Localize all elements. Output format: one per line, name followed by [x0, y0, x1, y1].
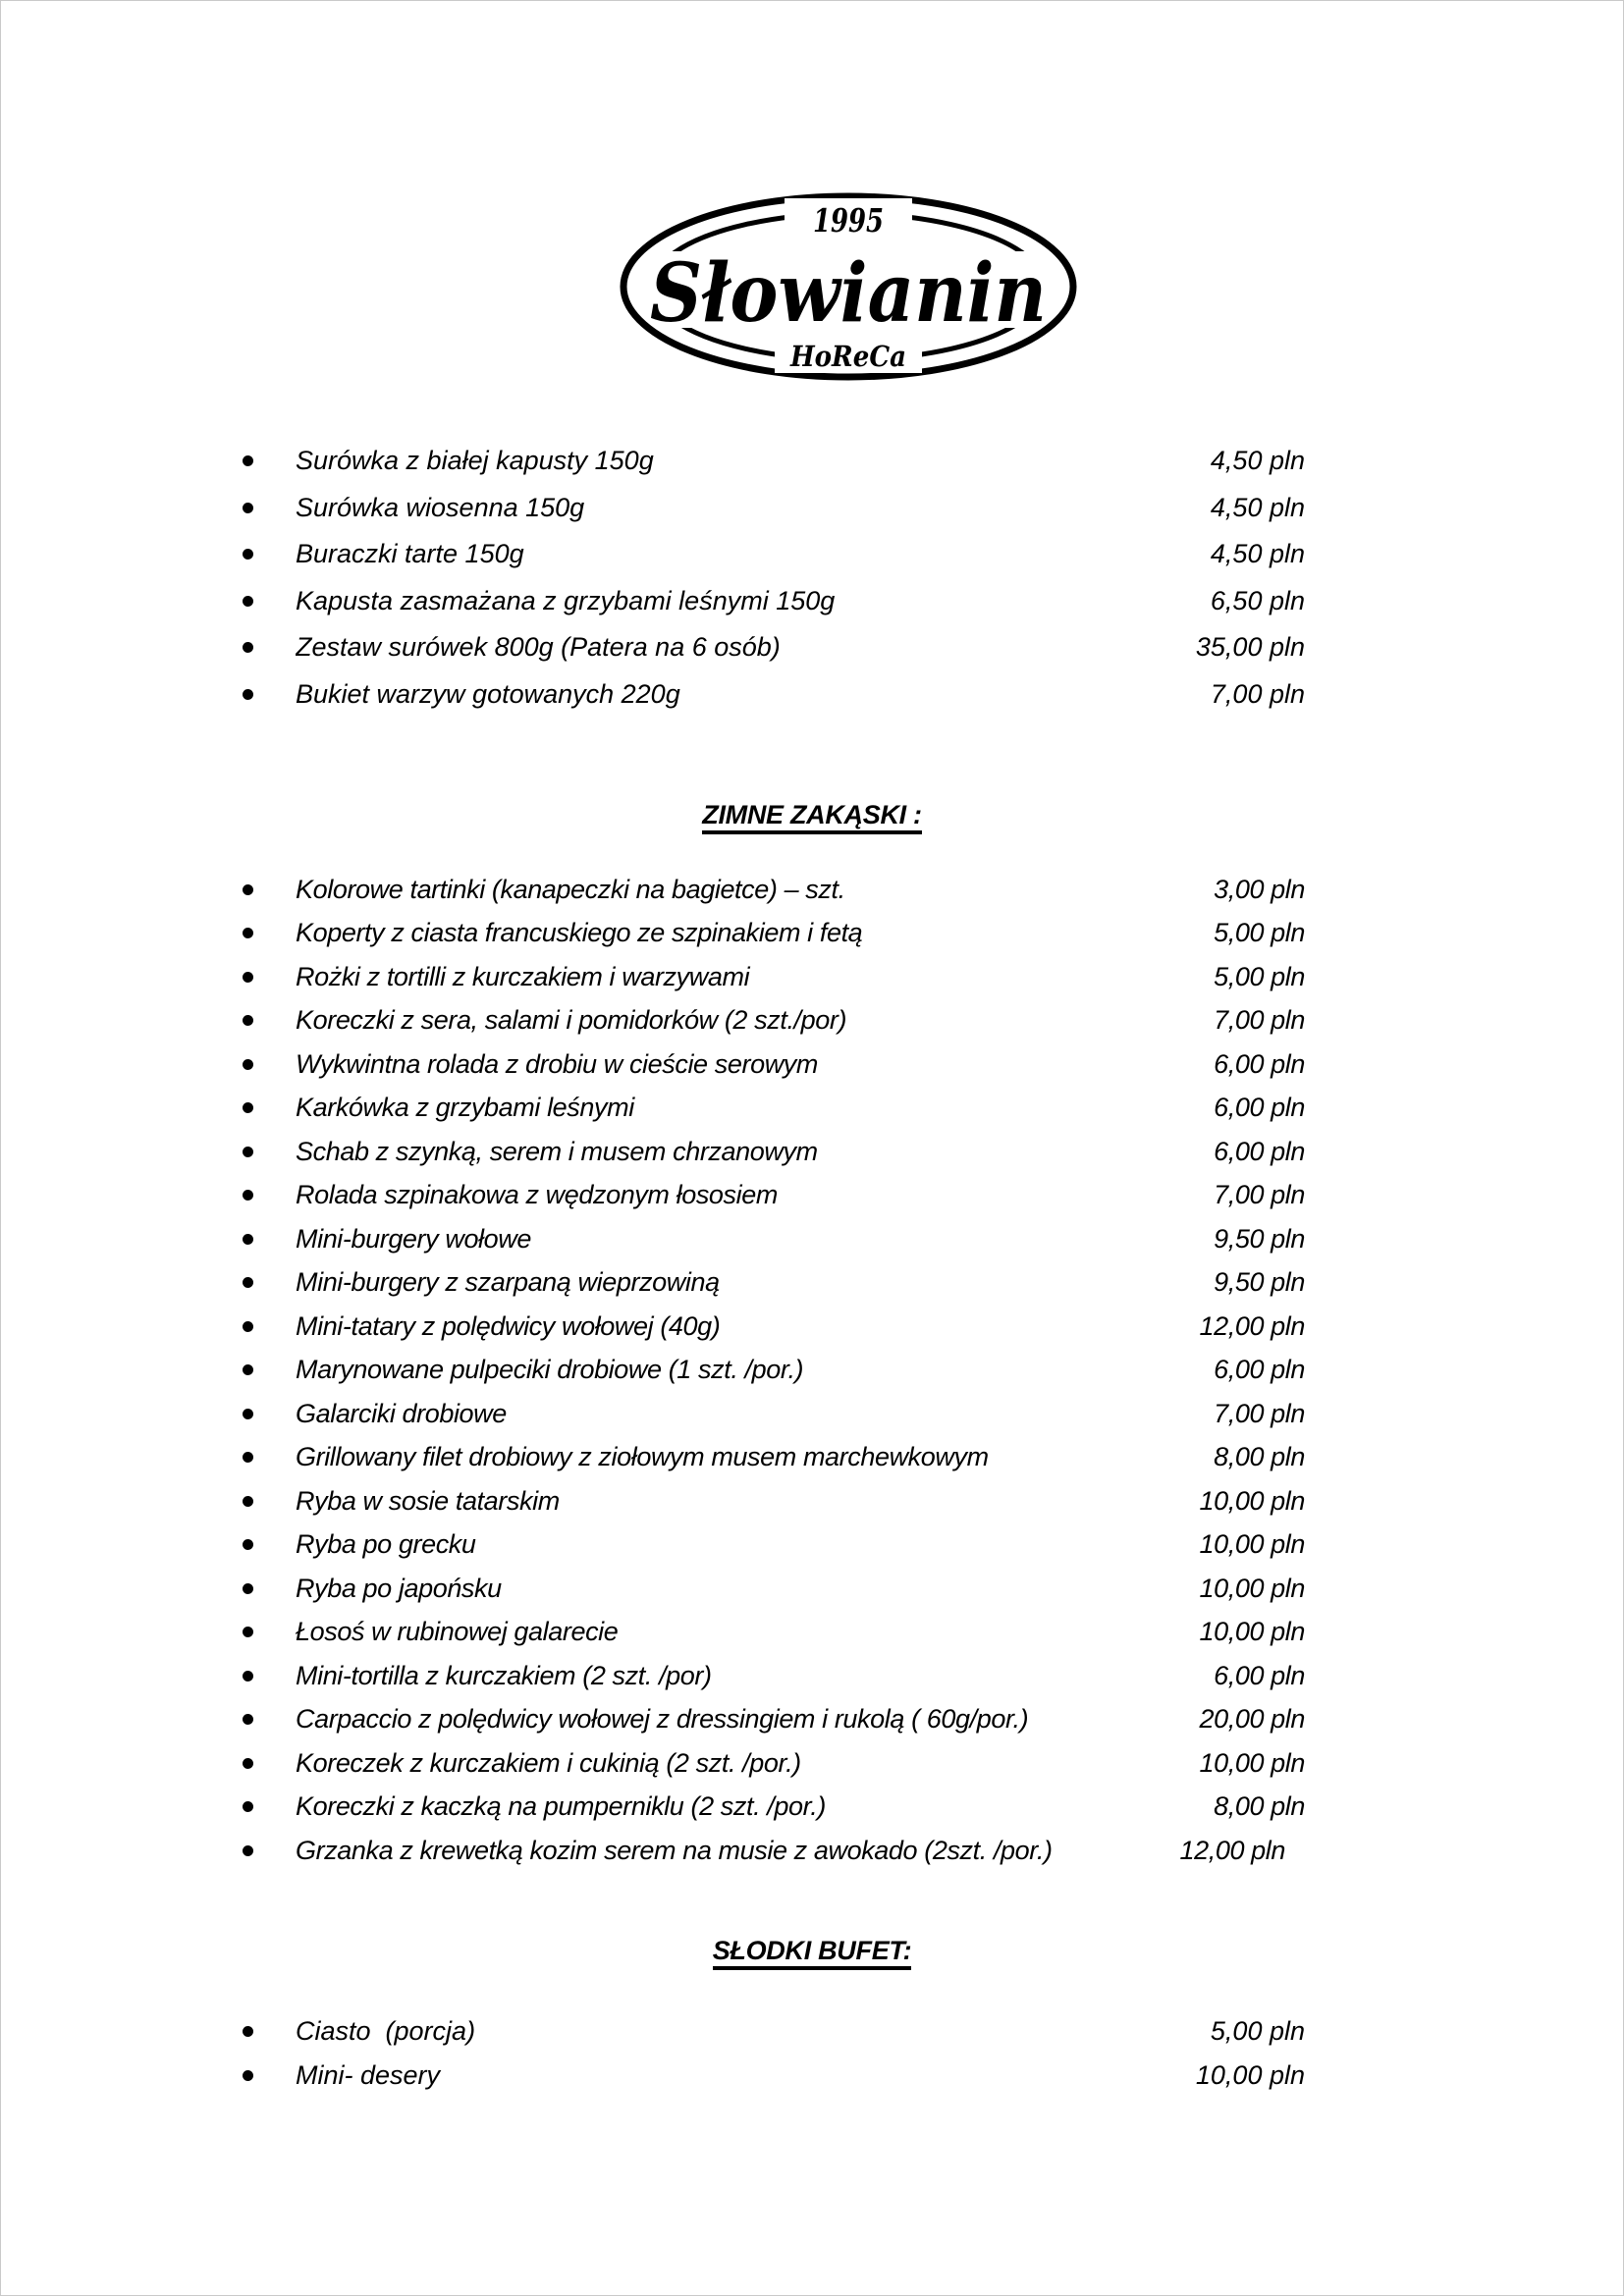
- menu-item-row: [1, 2054, 1623, 2098]
- menu-item-row: [1, 999, 1623, 1043]
- section-heading-text: ZIMNE ZAKĄSKI :: [702, 800, 921, 834]
- bullet-icon: [243, 1102, 253, 1113]
- bullet-icon: [243, 1758, 253, 1769]
- menu-item-name: Rolada szpinakowa z wędzonym łososiem: [296, 1180, 778, 1210]
- bullet-icon: [243, 1147, 253, 1157]
- menu-item-name: Marynowane pulpeciki drobiowe (1 szt. /por.): [296, 1355, 804, 1385]
- menu-item-row: [1, 912, 1623, 956]
- menu-item-name: Mini-tortilla z kurczakiem (2 szt. /por): [296, 1660, 712, 1690]
- menu-item-row: [1, 1741, 1623, 1786]
- menu-item-name: Ryba po grecku: [296, 1529, 476, 1560]
- bullet-icon: [243, 884, 253, 895]
- menu-item-row: [1, 1261, 1623, 1306]
- menu-item-row: [1, 671, 1623, 719]
- bullet-icon: [243, 1059, 253, 1070]
- menu-item-price: 10,00 pln: [1199, 1529, 1305, 1560]
- menu-item-price: 4,50 pln: [1210, 539, 1305, 569]
- menu-item-row: [1, 1479, 1623, 1523]
- bullet-icon: [243, 1452, 253, 1463]
- menu-item-name: Koreczek z kurczakiem i cukinią (2 szt. /por.): [296, 1747, 801, 1778]
- menu-item-row: [1, 1349, 1623, 1393]
- menu-item-name: Łosoś w rubinowej galarecie: [296, 1617, 619, 1647]
- menu-item-row: [1, 1436, 1623, 1480]
- menu-item-name: Koperty z ciasta francuskiego ze szpinakiem i fetą: [296, 918, 863, 948]
- menu-item-row: [1, 868, 1623, 912]
- menu-section-salads: [1, 438, 1623, 718]
- menu-item-row: [1, 1523, 1623, 1568]
- menu-item-price: 4,50 pln: [1210, 492, 1305, 522]
- menu-item-row: [1, 485, 1623, 532]
- section-heading-zimne-zakaski: [1, 792, 1623, 837]
- menu-item-row: [1, 624, 1623, 671]
- menu-item-name: Bukiet warzyw gotowanych 220g: [296, 678, 680, 709]
- menu-item-row: [1, 1567, 1623, 1611]
- menu-item-row: [1, 1087, 1623, 1131]
- menu-item-price: 7,00 pln: [1214, 1180, 1305, 1210]
- menu-section-slodki-bufet: [1, 2009, 1623, 2098]
- bullet-icon: [243, 1015, 253, 1026]
- logo-year: 1995: [813, 201, 884, 240]
- bullet-icon: [243, 1714, 253, 1725]
- menu-item-name: Kolorowe tartinki (kanapeczki na bagietce) – szt.: [296, 874, 845, 904]
- bullet-icon: [243, 1627, 253, 1637]
- menu-item-price: 6,00 pln: [1214, 1660, 1305, 1690]
- bullet-icon: [243, 549, 253, 560]
- bullet-icon: [243, 2026, 253, 2037]
- bullet-icon: [243, 455, 253, 466]
- menu-item-price: 6,00 pln: [1214, 1093, 1305, 1123]
- menu-item-name: Ciasto (porcja): [296, 2016, 476, 2046]
- menu-item-price: 8,00 pln: [1214, 1442, 1305, 1472]
- logo-name: Słowianin: [650, 246, 1047, 341]
- menu-item-price: 35,00 pln: [1195, 632, 1305, 663]
- menu-item-price: 10,00 pln: [1195, 2060, 1305, 2090]
- menu-item-price: 10,00 pln: [1199, 1747, 1305, 1778]
- menu-item-price: 4,50 pln: [1210, 446, 1305, 476]
- menu-item-price: 6,00 pln: [1214, 1355, 1305, 1385]
- bullet-icon: [243, 1583, 253, 1594]
- bullet-icon: [243, 928, 253, 938]
- menu-item-row: [1, 1174, 1623, 1218]
- menu-item-price: 9,50 pln: [1214, 1267, 1305, 1298]
- restaurant-logo: [620, 190, 1078, 383]
- menu-item-price: 10,00 pln: [1199, 1573, 1305, 1603]
- bullet-icon: [243, 596, 253, 607]
- bullet-icon: [243, 1845, 253, 1856]
- logo-ellipse-graphic: [620, 190, 1078, 383]
- menu-item-row: [1, 578, 1623, 625]
- bullet-icon: [243, 689, 253, 700]
- menu-section-zimne-zakaski: [1, 868, 1623, 1873]
- menu-item-name: Surówka z białej kapusty 150g: [296, 446, 654, 476]
- section-heading-text: SŁODKI BUFET:: [713, 1936, 912, 1970]
- bullet-icon: [243, 972, 253, 983]
- menu-item-name: Grillowany filet drobiowy z ziołowym musem marchewkowym: [296, 1442, 989, 1472]
- menu-item-name: Karkówka z grzybami leśnymi: [296, 1093, 634, 1123]
- bullet-icon: [243, 642, 253, 653]
- menu-item-name: Buraczki tarte 150g: [296, 539, 524, 569]
- menu-item-price: 7,00 pln: [1214, 1005, 1305, 1036]
- bullet-icon: [243, 1190, 253, 1201]
- menu-item-row: [1, 531, 1623, 578]
- menu-item-price: 10,00 pln: [1199, 1485, 1305, 1516]
- menu-item-row: [1, 1654, 1623, 1698]
- bullet-icon: [243, 2070, 253, 2081]
- menu-item-price: 12,00 pln: [1199, 1310, 1305, 1341]
- bullet-icon: [243, 1671, 253, 1682]
- menu-item-name: Galarciki drobiowe: [296, 1398, 507, 1428]
- menu-item-name: Mini-burgery wołowe: [296, 1223, 531, 1254]
- menu-item-name: Mini-tatary z polędwicy wołowej (40g): [296, 1310, 721, 1341]
- bullet-icon: [243, 1277, 253, 1288]
- menu-item-price: 9,50 pln: [1214, 1223, 1305, 1254]
- menu-item-row: [1, 2009, 1623, 2054]
- menu-item-price: 7,00 pln: [1210, 678, 1305, 709]
- bullet-icon: [243, 503, 253, 513]
- bullet-icon: [243, 1496, 253, 1507]
- menu-item-price: 5,00 pln: [1214, 961, 1305, 991]
- menu-item-price: 8,00 pln: [1214, 1791, 1305, 1822]
- menu-item-name: Zestaw surówek 800g (Patera na 6 osób): [296, 632, 781, 663]
- menu-item-name: Carpaccio z polędwicy wołowej z dressingiem i rukolą ( 60g/por.): [296, 1704, 1029, 1735]
- menu-item-price: 6,00 pln: [1214, 1048, 1305, 1079]
- menu-item-row: [1, 1829, 1623, 1873]
- menu-item-name: Koreczki z sera, salami i pomidorków (2 szt./por): [296, 1005, 847, 1036]
- menu-item-name: Ryba po japońsku: [296, 1573, 502, 1603]
- menu-item-row: [1, 1130, 1623, 1174]
- menu-item-price: 6,50 pln: [1210, 585, 1305, 615]
- menu-item-price: 5,00 pln: [1214, 918, 1305, 948]
- bullet-icon: [243, 1801, 253, 1812]
- logo-subtitle: HoReCa: [789, 340, 906, 373]
- menu-item-row: [1, 1786, 1623, 1830]
- menu-item-row: [1, 1042, 1623, 1087]
- menu-item-name: Schab z szynką, serem i musem chrzanowym: [296, 1136, 818, 1166]
- menu-item-name: Grzanka z krewetką kozim serem na musie z awokado (2szt. /por.): [296, 1835, 1053, 1865]
- menu-item-row: [1, 1217, 1623, 1261]
- menu-item-name: Koreczki z kaczką na pumperniklu (2 szt. /por.): [296, 1791, 826, 1822]
- menu-item-price: 20,00 pln: [1199, 1704, 1305, 1735]
- menu-item-row: [1, 1611, 1623, 1655]
- bullet-icon: [243, 1409, 253, 1419]
- menu-item-price: 5,00 pln: [1210, 2016, 1305, 2046]
- menu-item-row: [1, 1305, 1623, 1349]
- menu-item-price: 6,00 pln: [1214, 1136, 1305, 1166]
- menu-item-price: 7,00 pln: [1214, 1398, 1305, 1428]
- menu-item-name: Surówka wiosenna 150g: [296, 492, 585, 522]
- menu-item-name: Mini-burgery z szarpaną wieprzowiną: [296, 1267, 720, 1298]
- menu-item-name: Mini- desery: [296, 2060, 441, 2090]
- section-heading-slodki-bufet: [1, 1928, 1623, 1973]
- menu-item-row: [1, 1392, 1623, 1436]
- bullet-icon: [243, 1539, 253, 1550]
- menu-item-name: Rożki z tortilli z kurczakiem i warzywami: [296, 961, 750, 991]
- menu-item-row: [1, 438, 1623, 485]
- bullet-icon: [243, 1321, 253, 1332]
- menu-item-price: 10,00 pln: [1199, 1617, 1305, 1647]
- bullet-icon: [243, 1234, 253, 1245]
- menu-item-row: [1, 955, 1623, 999]
- menu-item-name: Ryba w sosie tatarskim: [296, 1485, 560, 1516]
- menu-item-row: [1, 1698, 1623, 1742]
- menu-item-name: Kapusta zasmażana z grzybami leśnymi 150g: [296, 585, 836, 615]
- menu-item-name: Wykwintna rolada z drobiu w cieście serowym: [296, 1048, 818, 1079]
- bullet-icon: [243, 1364, 253, 1375]
- menu-item-price: 3,00 pln: [1214, 874, 1305, 904]
- menu-item-price: 12,00 pln: [1179, 1835, 1285, 1865]
